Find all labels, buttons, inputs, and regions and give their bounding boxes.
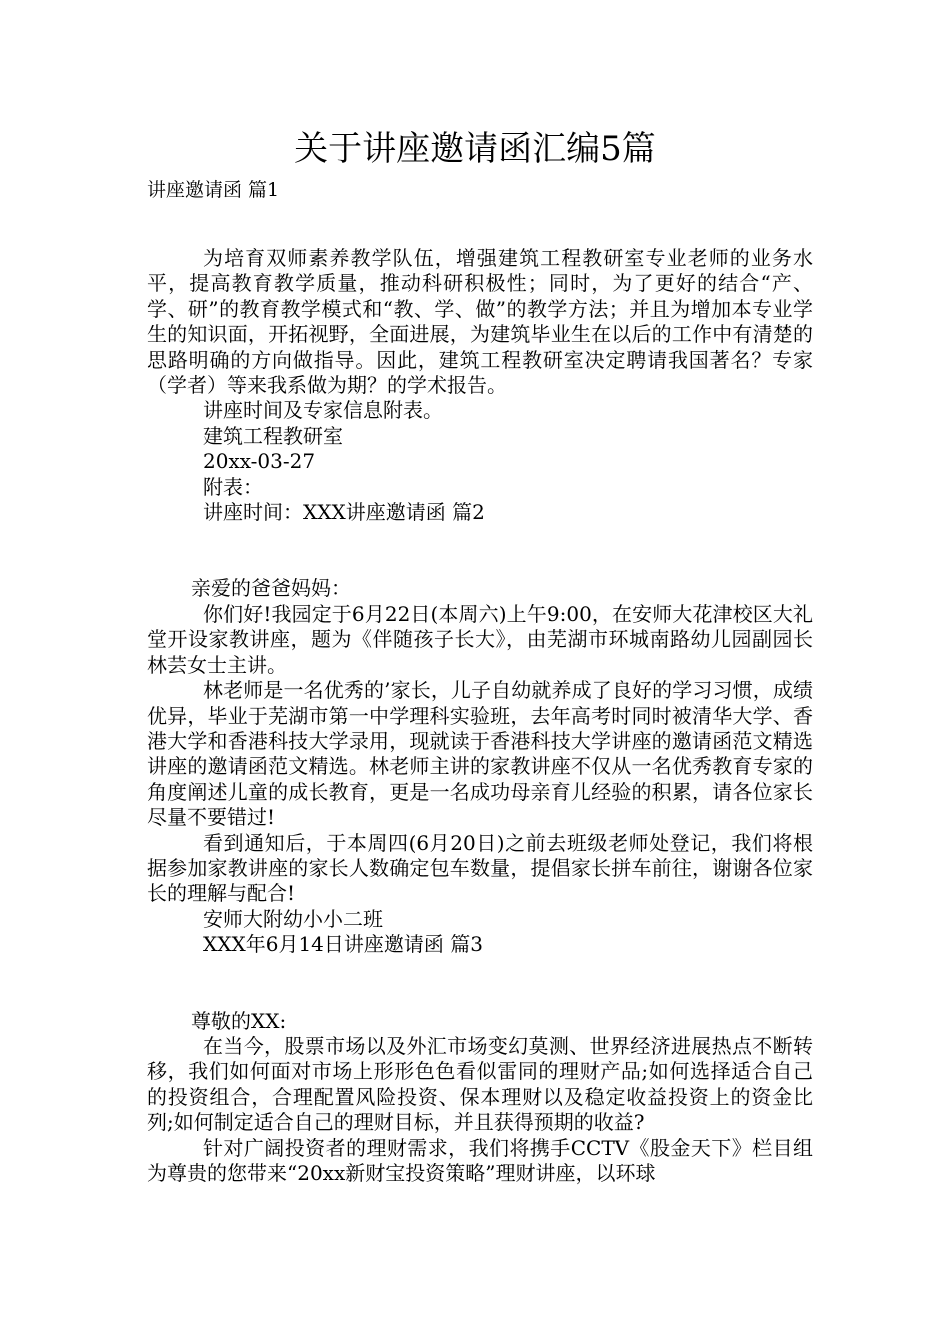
section-1-paragraph: 为培育双师素养教学队伍，增强建筑工程教研室专业老师的业务水平，提高教育教学质量，推动科研积极性；同时，为了更好的结合“产、学、研”的教育教学模式和“教、学、做”的教学方法；并且为增加本专业学生的知识面，开拓视野，全面进展，为建筑毕业生在以后的工作中有清楚的思路明确的方向做指导。因此，建筑工程教研室决定聘请我国著名？专家（学者）等来我系做为期？的学术报告。 xyxy=(147,246,813,398)
section-1-heading: 讲座邀请函 篇1 xyxy=(147,179,280,201)
document-body xyxy=(147,246,813,1186)
section-1-lecture-time: 讲座时间：XXX讲座邀请函 篇2 xyxy=(203,500,485,525)
section-gap xyxy=(147,525,813,576)
section-2-paragraph-1: 你们好!我园定于6月22日(本周六)上午9:00，在安师大花津校区大礼堂开设家教讲座，题为《伴随孩子长大》，由芜湖市环城南路幼儿园副园长林芸女士主讲。 xyxy=(147,601,813,677)
section-2-signature: 安师大附幼小小二班 xyxy=(203,906,383,931)
section-3-greeting: 尊敬的XX: xyxy=(191,1008,287,1033)
section-gap xyxy=(147,958,813,1009)
section-2-date: XXX年6月14日讲座邀请函 篇3 xyxy=(203,932,483,957)
section-1-line-schedule: 讲座时间及专家信息附表。 xyxy=(203,398,443,423)
section-2-greeting: 亲爱的爸爸妈妈： xyxy=(191,576,351,601)
section-3-paragraph-1: 在当今，股票市场以及外汇市场变幻莫测、世界经济进展热点不断转移，我们如何面对市场上形形色色看似雷同的理财产品;如何选择适合自己的投资组合，合理配置风险投资、保本理财以及稳定收益投资上的资金比列;如何制定适合自己的理财目标，并且获得预期的收益? xyxy=(147,1033,813,1135)
section-1-attachment-label: 附表： xyxy=(203,474,263,499)
document-title: 关于讲座邀请函汇编5篇 xyxy=(294,129,656,169)
section-2-paragraph-2: 林老师是一名优秀的’家长，儿子自幼就养成了良好的学习习惯，成绩优异，毕业于芜湖市第一中学理科实验班，去年高考时同时被清华大学、香港大学和香港科技大学录用，现就读于香港科技大学讲座的邀请函范文精选讲座的邀请函范文精选。林老师主讲的家教讲座不仅从一名优秀教育专家的角度阐述儿童的成长教育，更是一名成功母亲育儿经验的积累，请各位家长尽量不要错过! xyxy=(147,678,813,830)
section-3-paragraph-2: 针对广阔投资者的理财需求，我们将携手CCTV《股金天下》栏目组为尊贵的您带来“20xx新财宝投资策略”理财讲座，以环球 xyxy=(147,1135,813,1185)
section-1-signature: 建筑工程教研室 xyxy=(203,423,343,448)
section-1-date: 20xx-03-27 xyxy=(203,449,316,474)
section-2-paragraph-3: 看到通知后，于本周四(6月20日)之前去班级老师处登记，我们将根据参加家教讲座的家长人数确定包车数量，提倡家长拼车前往，谢谢各位家长的理解与配合! xyxy=(147,830,813,906)
